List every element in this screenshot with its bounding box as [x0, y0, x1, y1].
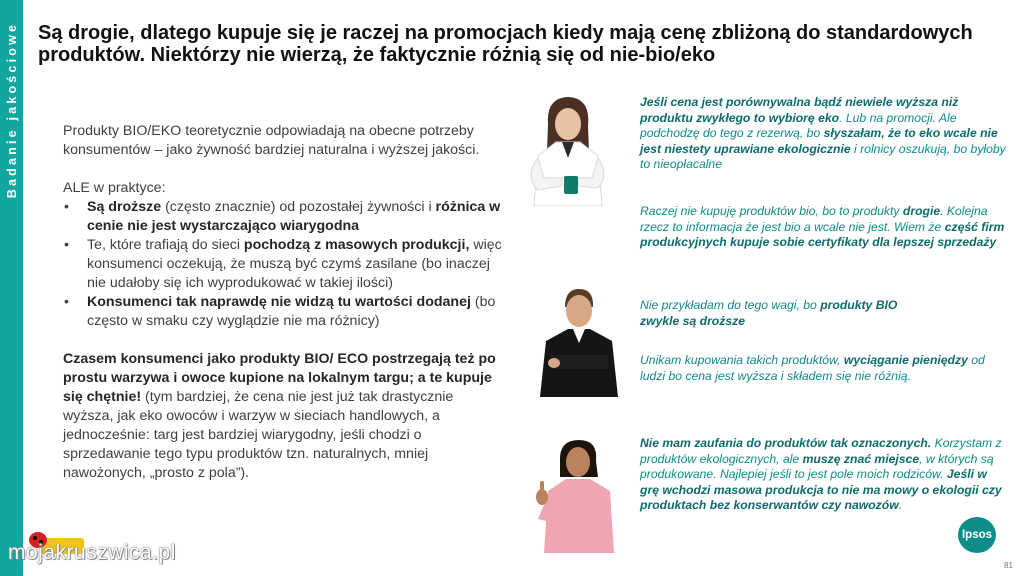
- intro-paragraph: Produkty BIO/EKO teoretycznie odpowiadają na obecne potrzeby konsumentów – jako żywność bardziej naturalna i wyższej jakości.: [63, 123, 480, 158]
- section-sidebar: [0, 0, 23, 576]
- quote-5: Nie mam zaufania do produktów tak oznaczonych. Korzystam z produktów ekologicznych, ale muszę znać miejsce, w których są produkowane. Najlepiej jeśli to jest pole moich rodziców. Jeśli w grę wchodzi masowa produkcja to nie ma mowy o ekologii czy produktach bez konserwantów czy nawozów.: [640, 436, 1002, 512]
- bullet-item: • Konsumenci tak naprawdę nie widzą tu wartości dodanej (bo często w smaku czy wyglądzie nie ma różnicy): [63, 293, 503, 331]
- bullet-list: [63, 198, 503, 331]
- watermark-text: mojakruszwica.pl: [8, 541, 176, 564]
- bullet-item: • Te, które trafiają do sieci pochodzą z masowych produkcji, więc konsumenci oczekują, że muszą być czymś zasilane (bo inaczej nie udałoby się ich wyprodukować w takiej ilości): [63, 236, 503, 293]
- ale-heading: ALE w praktyce:: [63, 180, 166, 196]
- quote-4: Unikam kupowania takich produktów, wyciąganie pieniędzy od ludzi bo cena jest wyższa i składem się nie różnią.: [640, 353, 985, 383]
- woman-with-mug-photo: [518, 94, 618, 206]
- quote-3: Nie przykładam do tego wagi, bo produkty BIO zwykle są droższe: [640, 298, 898, 328]
- ipsos-logo: Ipsos: [958, 517, 996, 553]
- woman-thumbs-up-photo: [534, 437, 620, 553]
- slide-title: Są drogie, dlatego kupuje się je raczej na promocjach kiedy mają cenę zbliżoną do standardowych produktów. Niektórzy nie wierzą, że faktycznie różnią się od nie-bio/eko: [38, 22, 973, 66]
- quote-2: Raczej nie kupuję produktów bio, bo to produkty drogie. Kolejna rzecz to informacja że jest bio a wcale nie jest. Wiem że część firm produkcyjnych kupuje sobie certyfikaty dla lepszej sprzedaży: [640, 204, 1005, 249]
- town-crest-icon: [136, 510, 184, 544]
- man-in-black-photo: [536, 285, 622, 397]
- market-paragraph: Czasem konsumenci jako produkty BIO/ ECO postrzegają też po prostu warzywa i owoce kupione na lokalnym targu; a te kupuje się chętnie! (tym bardziej, że cena nie jest już tak drastycznie wyższa, jak eko owoców i warzyw w sieciach handlowych, a jednocześnie: targ jest bardziej wiarygodny, jeśli chodzi o sprzedawanie tego typu produktów tzn. naturalnych, mniej nawożonych, „prosto z pola”).: [63, 351, 496, 481]
- quote-1: Jeśli cena jest porównywalna bądź niewiele wyższa niż produktu zwykłego to wybiorę eko. Lub na promocji. Ale podchodzę do tego z rezerwą, bo słyszałam, że to eko wcale nie jest niestety uprawiane ekologicznie i rolnicy oszukują, bo byłoby to nieopłacalne: [640, 95, 1006, 171]
- main-text-block: [63, 122, 503, 483]
- page-number: 81: [1004, 561, 1013, 570]
- bullet-item: • Są droższe (często znacznie) od pozostałej żywności i różnica w cenie nie jest wystarczająco wiarygodna: [63, 198, 503, 236]
- section-label: Badanie jakościowe: [5, 21, 19, 199]
